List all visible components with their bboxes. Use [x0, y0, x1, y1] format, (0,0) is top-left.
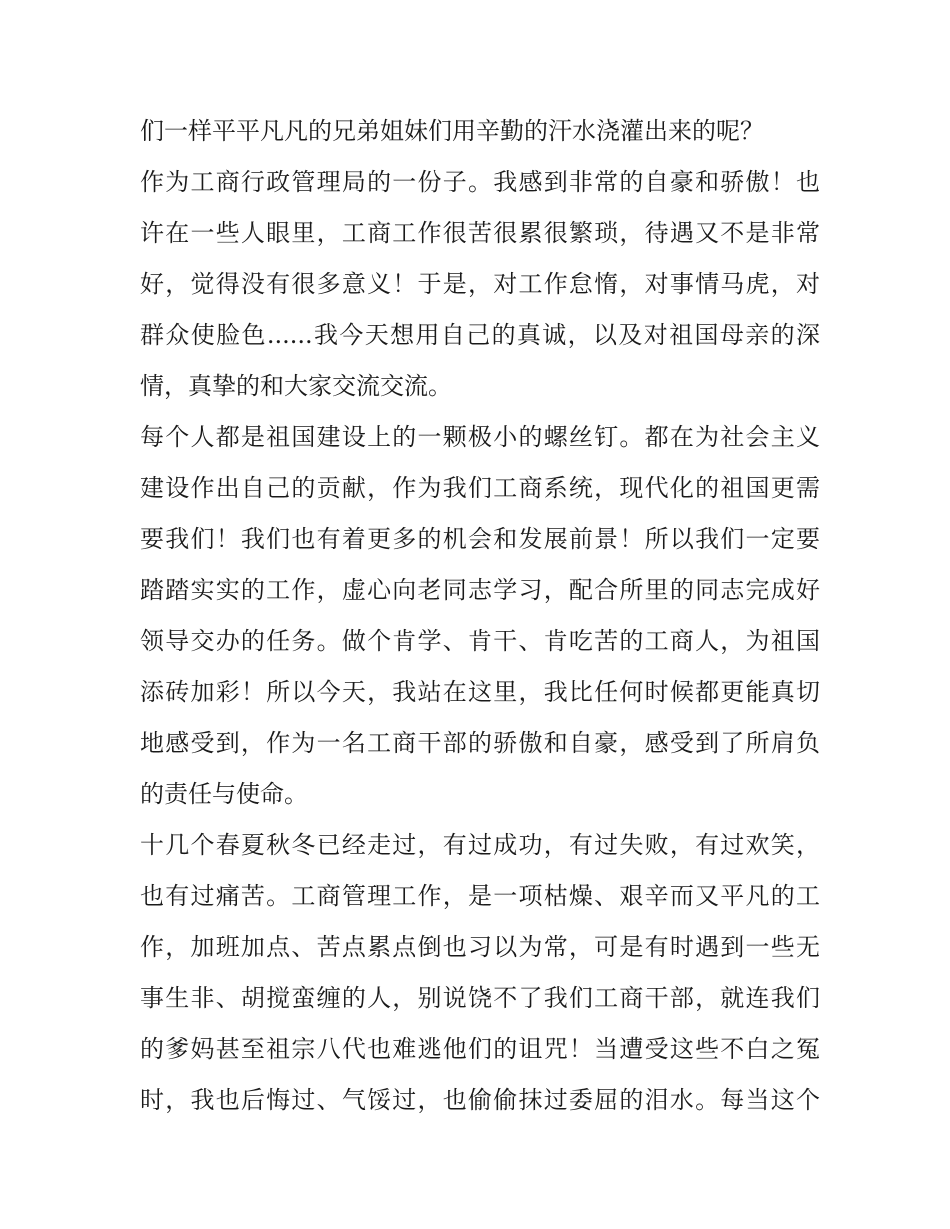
paragraph-2: [140, 157, 820, 412]
text-line: 添砖加彩！所以今天，我站在这里，我比任何时候都更能真切: [140, 678, 820, 706]
text-line: 作为工商行政管理局的一份子。我感到非常的自豪和骄傲！也: [140, 168, 820, 196]
text-line: 十几个春夏秋冬已经走过，有过成功，有过失败，有过欢笑，: [140, 831, 820, 859]
text-line: 每个人都是祖国建设上的一颗极小的螺丝钉。都在为社会主义: [140, 423, 820, 451]
text-line: 作，加班加点、苦点累点倒也习以为常，可是有时遇到一些无: [140, 933, 820, 961]
text-line: 建设作出自己的贡献，作为我们工商系统，现代化的祖国更需: [140, 474, 820, 502]
text-line: 群众使脸色......我今天想用自己的真诚，以及对祖国母亲的深: [140, 321, 820, 349]
text-line: 也有过痛苦。工商管理工作，是一项枯燥、艰辛而又平凡的工: [140, 882, 820, 910]
text-line: 的爹妈甚至祖宗八代也难逃他们的诅咒！当遭受这些不白之冤: [140, 1035, 820, 1063]
text-line: 时，我也后悔过、气馁过，也偷偷抹过委屈的泪水。每当这个: [140, 1086, 820, 1114]
body-text: [140, 106, 820, 1126]
text-line: 的责任与使命。: [140, 780, 308, 808]
text-line: 好，觉得没有很多意义！于是，对工作怠惰，对事情马虎，对: [140, 270, 820, 298]
text-line: 地感受到，作为一名工商干部的骄傲和自豪，感受到了所肩负: [140, 729, 820, 757]
paragraph-3: [140, 412, 820, 820]
paragraph-4: [140, 820, 820, 1126]
text-line: 们一样平平凡凡的兄弟姐妹们用辛勤的汗水浇灌出来的呢？: [140, 117, 764, 145]
text-line: 领导交办的任务。做个肯学、肯干、肯吃苦的工商人，为祖国: [140, 627, 820, 655]
text-line: 情，真挚的和大家交流交流。: [140, 372, 452, 400]
text-line: 事生非、胡搅蛮缠的人，别说饶不了我们工商干部，就连我们: [140, 984, 820, 1012]
text-line: 要我们！我们也有着更多的机会和发展前景！所以我们一定要: [140, 525, 820, 553]
paragraph-1: [140, 106, 820, 157]
text-line: 许在一些人眼里，工商工作很苦很累很繁琐，待遇又不是非常: [140, 219, 820, 247]
text-line: 踏踏实实的工作，虚心向老同志学习，配合所里的同志完成好: [140, 576, 820, 604]
